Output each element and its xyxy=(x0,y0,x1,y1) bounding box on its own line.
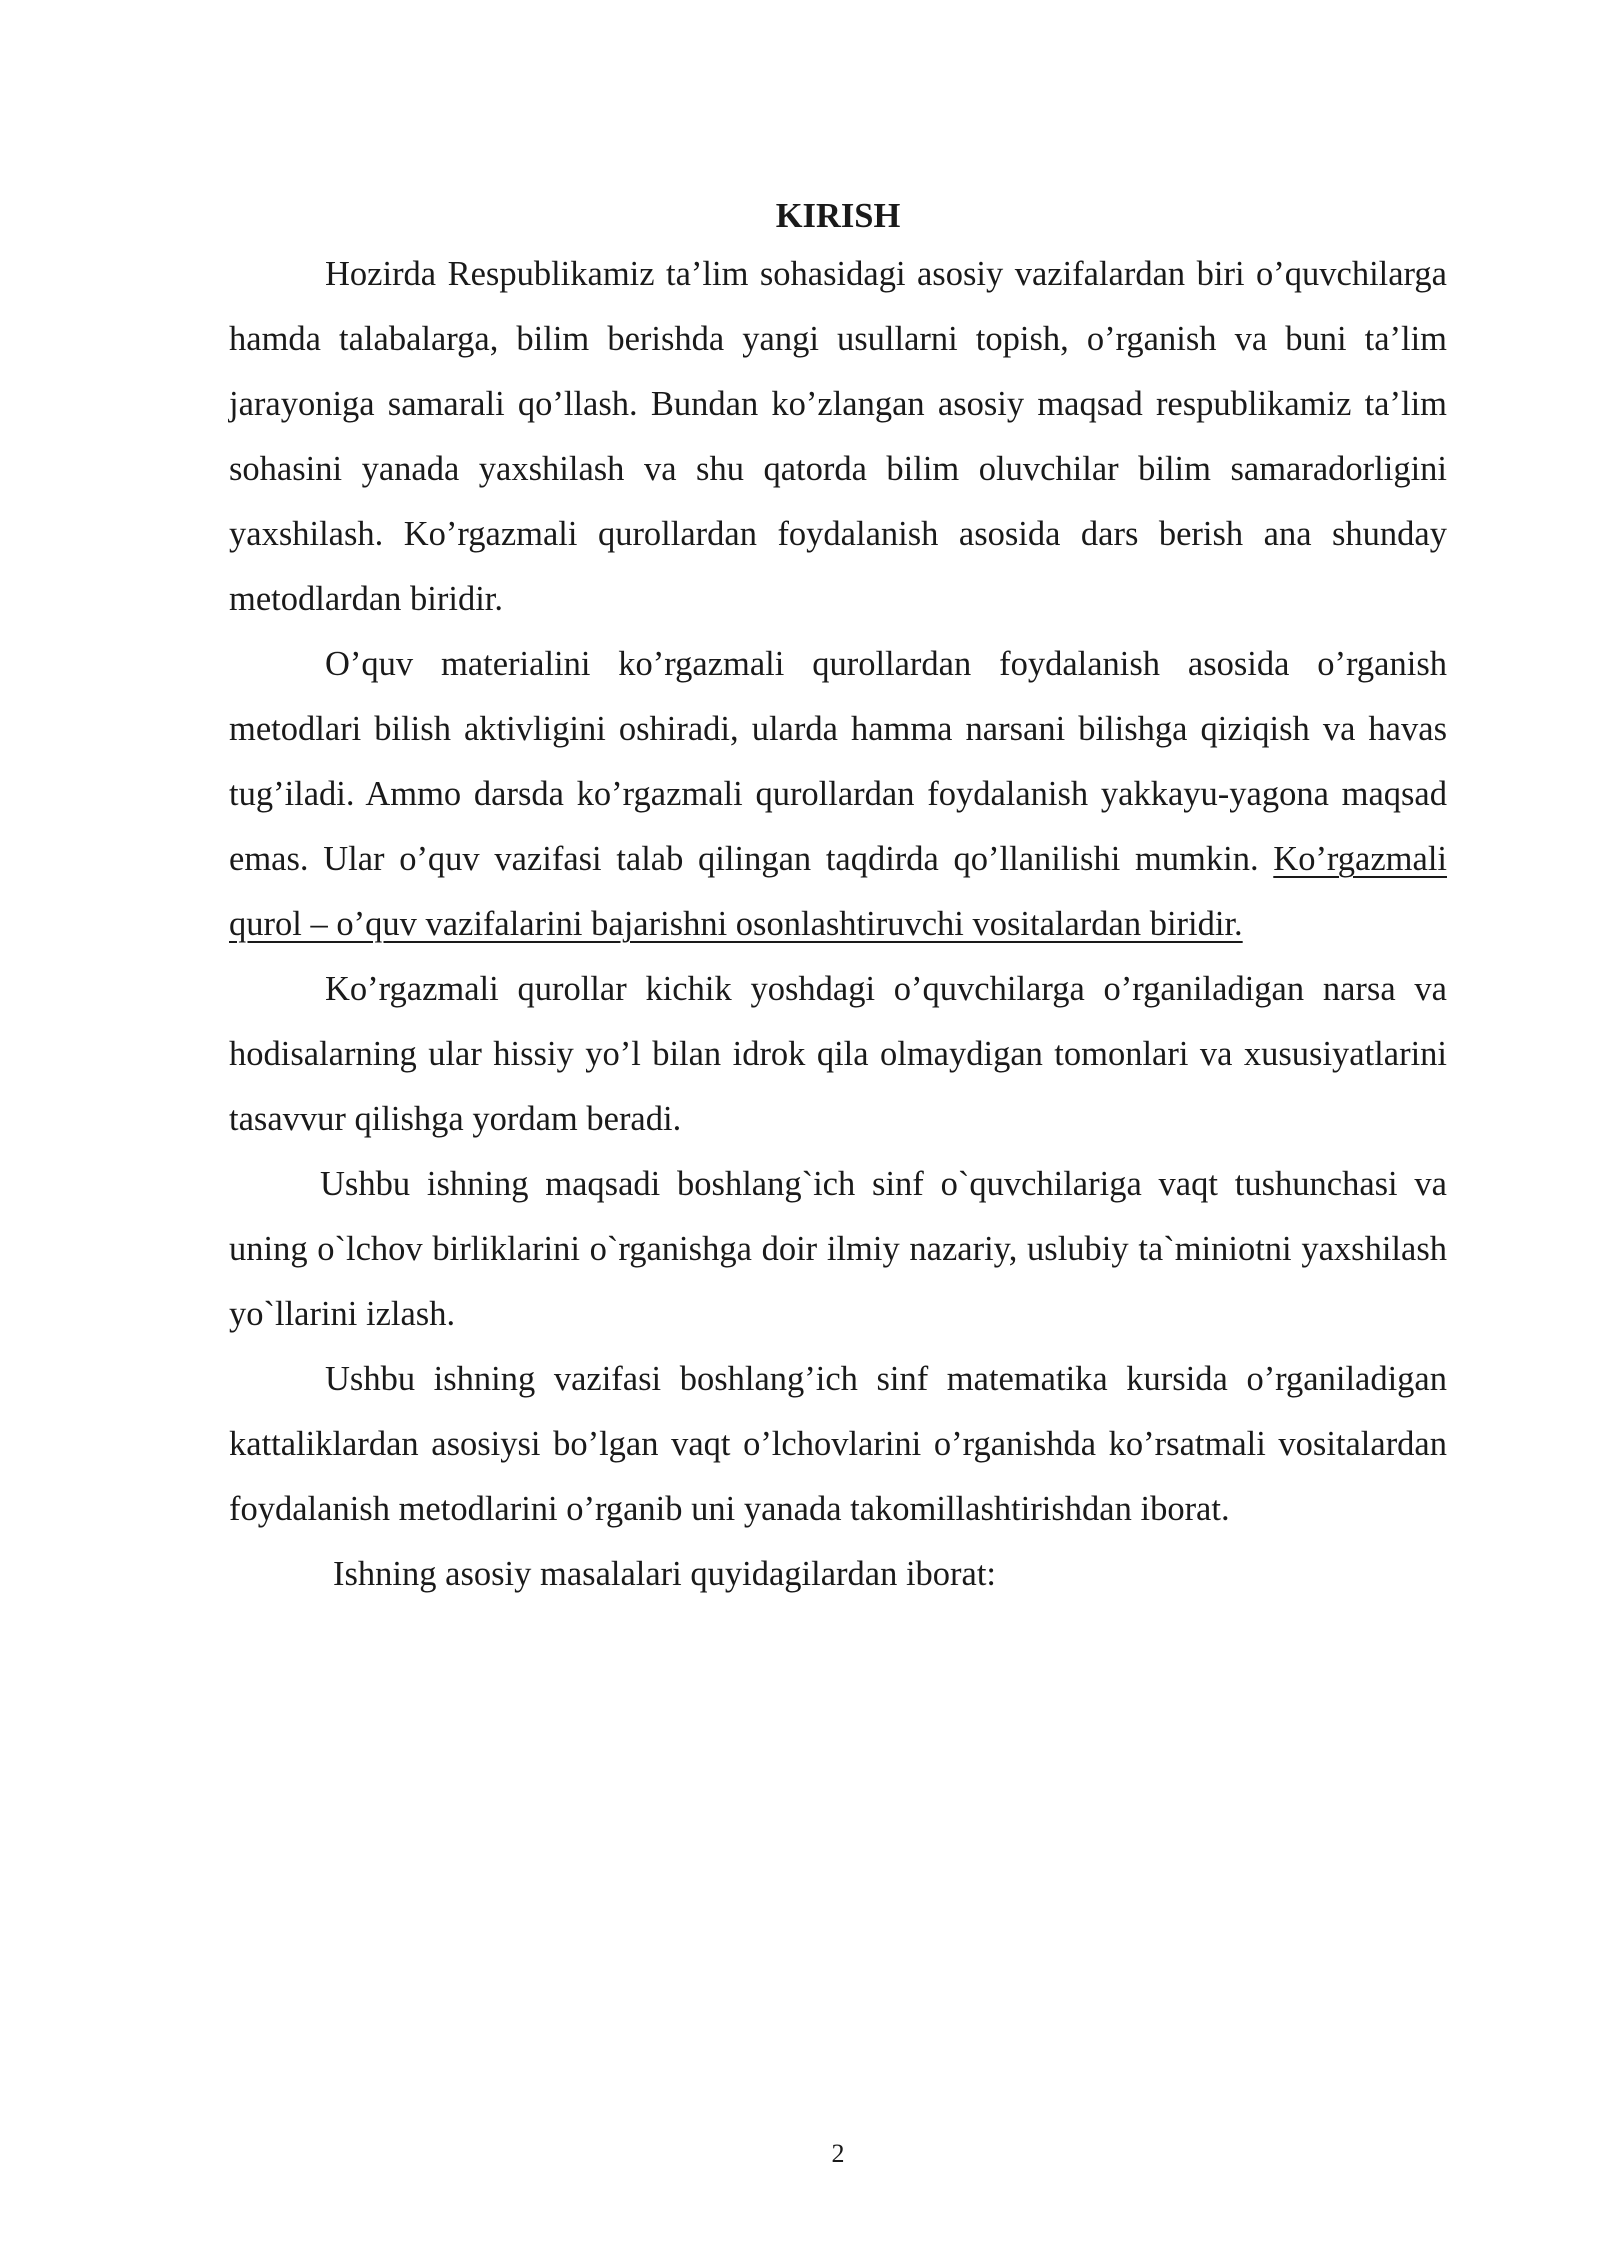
underlined-definition: Ko’rgazmali qurol – o’quv vazifalarini bajarishni osonlashtiruvchi vositalardan biridir. xyxy=(229,840,1447,943)
paragraph-2-text: O’quv materialini ko’rgazmali qurollardan foydalanish asosida o’rganish metodlari bilish aktivligini oshiradi, ularda hamma narsani bilishga qiziqish va havas tug’iladi. Ammo darsda ko’rgazmali qurollardan foydalanish yakkayu-yagona maqsad emas. Ular o’quv vazifasi talab qilingan taqdirda qo’llanilishi mumkin. xyxy=(229,645,1447,878)
paragraph-5: Ushbu ishning vazifasi boshlang’ich sinf matematika kursida o’rganiladigan kattaliklardan asosiysi bo’lgan vaqt o’lchovlarini o’rganishda ko’rsatmali vositalardan foydalanish metodlarini o’rganib uni yanada takomillashtirishdan iborat. xyxy=(229,1360,1447,1528)
page-content xyxy=(229,190,1447,1607)
paragraph-1: Hozirda Respublikamiz ta’lim sohasidagi asosiy vazifalardan biri o’quvchilarga hamda talabalarga, bilim berishda yangi usullarni topish, o’rganish va buni ta’lim jarayoniga samarali qo’llash. Bundan ko’zlangan asosiy maqsad respublikamiz ta’lim sohasini yanada yaxshilash va shu qatorda bilim oluvchilar bilim samaradorligini yaxshilash. Ko’rgazmali qurollardan foydalanish asosida dars berish ana shunday metodlardan biridir. xyxy=(229,255,1447,618)
paragraph-4: Ushbu ishning maqsadi boshlang`ich sinf o`quvchilariga vaqt tushunchasi va uning o`lchov birliklarini o`rganishga doir ilmiy nazariy, uslubiy ta`miniotni yaxshilash yo`llarini izlash. xyxy=(229,1165,1447,1333)
paragraph-2 xyxy=(229,632,1447,957)
page-number: 2 xyxy=(831,2139,845,2168)
paragraph-3: Ko’rgazmali qurollar kichik yoshdagi o’quvchilarga o’rganiladigan narsa va hodisalarning ular hissiy yo’l bilan idrok qila olmaydigan tomonlari va xususiyatlarini tasavvur qilishga yordam beradi. xyxy=(229,970,1447,1138)
paragraph-6: Ishning asosiy masalalari quyidagilardan iborat: xyxy=(333,1555,996,1593)
section-heading: KIRISH xyxy=(775,197,901,235)
